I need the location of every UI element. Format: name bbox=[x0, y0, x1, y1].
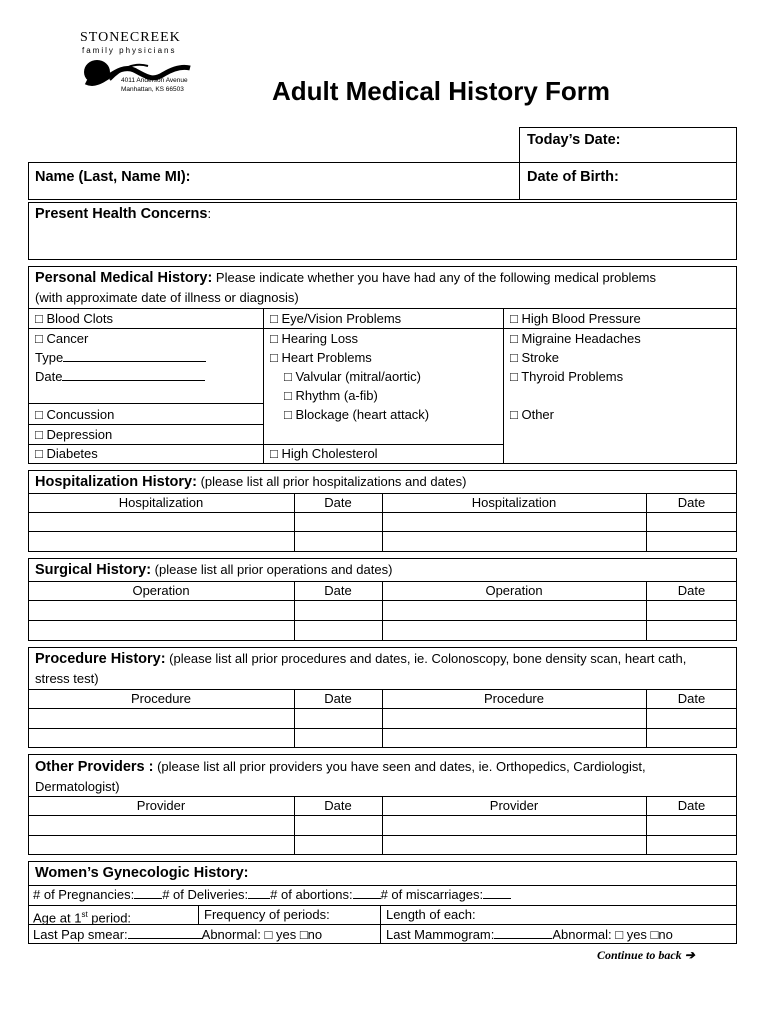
name-field[interactable] bbox=[250, 164, 510, 198]
providers-desc: Dermatologist) bbox=[35, 779, 120, 794]
length-label: Length of each: bbox=[386, 907, 476, 922]
pregnancies-field[interactable] bbox=[134, 887, 162, 899]
procedure-date-col-header-2: Date bbox=[677, 691, 706, 706]
checkbox-thyroid[interactable]: □ Thyroid Problems bbox=[510, 369, 624, 384]
personal-history-desc: (with approximate date of illness or diagnosis) bbox=[35, 290, 299, 305]
checkbox-eye-vision[interactable]: □ Eye/Vision Problems bbox=[270, 311, 402, 326]
procedure-desc: stress test) bbox=[35, 671, 99, 686]
logo-address-line2: Manhattan, KS 66503 bbox=[121, 86, 184, 93]
procedure-col-header: Procedure bbox=[131, 691, 191, 706]
provider-date-col-header: Date bbox=[324, 798, 352, 813]
cancer-date-field[interactable]: Date bbox=[35, 369, 205, 385]
checkbox-diabetes[interactable]: □ Diabetes bbox=[35, 446, 98, 461]
pap-row: Last Pap smear: Abnormal: □ yes □no bbox=[33, 927, 323, 942]
gyn-counts-row: # of Pregnancies: # of Deliveries: # of abortions: # of miscarriages: bbox=[33, 887, 511, 903]
checkbox-blood-clots[interactable]: □ Blood Clots bbox=[35, 311, 113, 326]
frequency-label: Frequency of periods: bbox=[204, 907, 330, 922]
checkbox-depression[interactable]: □ Depression bbox=[35, 427, 113, 442]
procedure-col-header-2: Procedure bbox=[484, 691, 544, 706]
hospitalization-col-header-2: Hospitalization bbox=[471, 495, 557, 510]
abortions-field[interactable] bbox=[353, 887, 381, 899]
present-health-concerns-label: Present Health Concerns: bbox=[35, 206, 212, 222]
pap-date-field[interactable] bbox=[128, 927, 202, 939]
surgical-heading: Surgical History: (please list all prior operations and dates) bbox=[35, 562, 393, 578]
checkbox-other[interactable]: □ Other bbox=[510, 407, 554, 422]
gynecologic-heading: Women’s Gynecologic History: bbox=[35, 865, 249, 881]
procedure-date-col-header: Date bbox=[324, 691, 352, 706]
miscarriages-field[interactable] bbox=[483, 887, 511, 899]
checkbox-hearing-loss[interactable]: □ Hearing Loss bbox=[270, 331, 359, 346]
todays-date-label: Today’s Date: bbox=[527, 132, 621, 148]
checkbox-stroke[interactable]: □ Stroke bbox=[510, 350, 560, 365]
checkbox-valvular[interactable]: □ Valvular (mitral/aortic) bbox=[284, 369, 421, 384]
age-first-period-label: Age at 1st period: bbox=[33, 910, 132, 926]
hospitalization-col-header: Hospitalization bbox=[118, 495, 204, 510]
mammogram-date-field[interactable] bbox=[494, 927, 552, 939]
checkbox-high-blood-pressure[interactable]: □ High Blood Pressure bbox=[510, 311, 641, 326]
checkbox-blockage[interactable]: □ Blockage (heart attack) bbox=[284, 407, 430, 422]
mammogram-row: Last Mammogram: Abnormal: □ yes □no bbox=[386, 927, 673, 942]
checkbox-high-cholesterol[interactable]: □ High Cholesterol bbox=[270, 446, 378, 461]
dob-field[interactable] bbox=[640, 164, 734, 198]
checkbox-rhythm[interactable]: □ Rhythm (a-fib) bbox=[284, 388, 378, 403]
operation-date-col-header-2: Date bbox=[677, 583, 706, 598]
logo-address-line1: 4011 Anderson Avenue bbox=[121, 77, 188, 84]
hospitalization-heading: Hospitalization History: (please list all prior hospitalizations and dates) bbox=[35, 474, 467, 490]
logo-name: STONECREEK bbox=[80, 30, 181, 45]
personal-history-heading: Personal Medical History: Please indicate whether you have had any of the following medical problems bbox=[35, 270, 657, 286]
name-label: Name (Last, Name MI): bbox=[35, 169, 191, 185]
procedure-heading: Procedure History: (please list all prior procedures and dates, ie. Colonoscopy, bone density scan, heart cath, bbox=[35, 651, 687, 667]
hospitalization-date-col-header: Date bbox=[324, 495, 352, 510]
checkbox-concussion[interactable]: □ Concussion bbox=[35, 407, 115, 422]
checkbox-cancer[interactable]: □ Cancer bbox=[35, 331, 89, 346]
mammogram-abnormal-checkbox[interactable]: Abnormal: □ yes □no bbox=[552, 927, 673, 942]
arrow-right-icon: ➔ bbox=[684, 948, 695, 962]
providers-heading: Other Providers : (please list all prior providers you have seen and dates, ie. Orthopedics, Cardiologist, bbox=[35, 759, 646, 775]
checkbox-heart-problems[interactable]: □ Heart Problems bbox=[270, 350, 372, 365]
provider-col-header: Provider bbox=[136, 798, 186, 813]
operation-col-header: Operation bbox=[132, 583, 190, 598]
continue-note: Continue to back ➔ bbox=[597, 948, 695, 962]
pap-abnormal-checkbox[interactable]: Abnormal: □ yes □no bbox=[201, 927, 323, 942]
hospitalization-date-col-header-2: Date bbox=[677, 495, 706, 510]
deliveries-field[interactable] bbox=[248, 887, 270, 899]
cancer-type-field[interactable]: Type bbox=[35, 350, 206, 366]
operation-date-col-header: Date bbox=[324, 583, 352, 598]
checkbox-migraine[interactable]: □ Migraine Headaches bbox=[510, 331, 641, 346]
dob-label: Date of Birth: bbox=[527, 169, 619, 185]
provider-col-header-2: Provider bbox=[489, 798, 539, 813]
page-title: Adult Medical History Form bbox=[272, 76, 611, 106]
operation-col-header-2: Operation bbox=[485, 583, 543, 598]
logo-subtitle: family physicians bbox=[82, 46, 177, 55]
provider-date-col-header-2: Date bbox=[677, 798, 706, 813]
